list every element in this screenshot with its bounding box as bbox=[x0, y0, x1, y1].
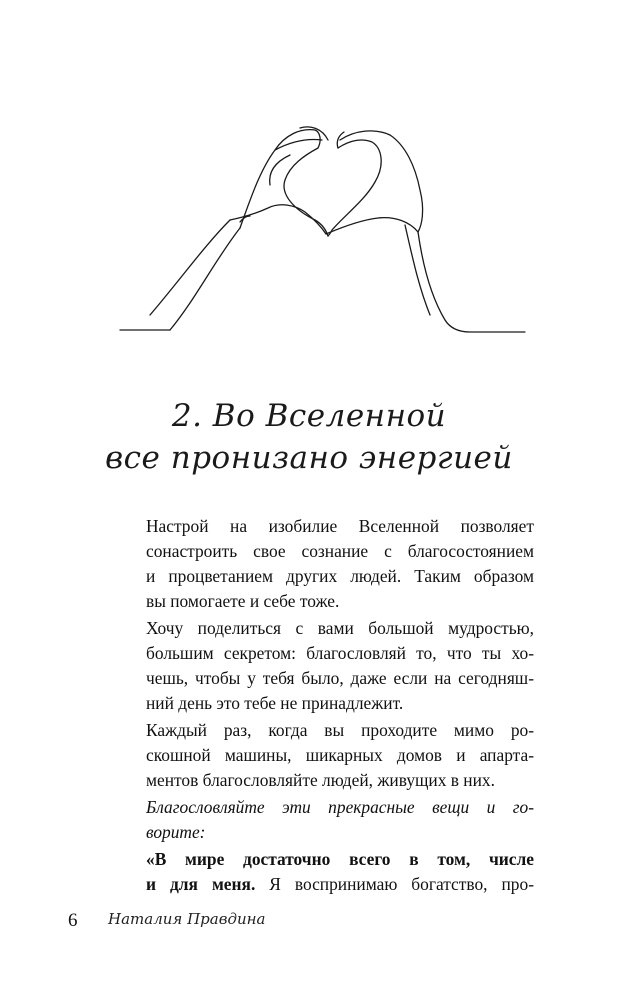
chapter-title-line-2: все пронизано энергией bbox=[105, 440, 513, 476]
text-line: вы помогаете и себе тоже. bbox=[146, 591, 340, 611]
text-line: Благословляйте эти прекрасные вещи и го- bbox=[146, 797, 534, 817]
text-line: и процветанием других людей. Таким образом bbox=[146, 566, 534, 586]
paragraph-4 bbox=[120, 795, 534, 845]
running-footer-author: Наталия Правдина bbox=[108, 910, 266, 928]
text-fragment: Я воспринимаю богатство, про- bbox=[255, 874, 534, 894]
text-line bbox=[120, 872, 534, 897]
paragraph-3 bbox=[120, 718, 534, 793]
text-line: Каждый раз, когда вы проходите мимо ро- bbox=[146, 720, 534, 740]
text-line: ворите: bbox=[146, 822, 206, 842]
body-text bbox=[120, 514, 534, 897]
bold-fragment: и для меня. bbox=[146, 874, 256, 894]
text-line: Хочу поделиться с вами большой мудростью, bbox=[146, 618, 534, 638]
heart-hands-icon bbox=[100, 110, 540, 350]
text-line: скошной машины, шикарных домов и апарта- bbox=[146, 745, 534, 765]
paragraph-5 bbox=[120, 847, 534, 897]
text-line: чешь, чтобы у тебя было, даже если на сегодняш- bbox=[146, 668, 534, 688]
text-line: Настрой на изобилие Вселенной позволяет bbox=[146, 516, 534, 536]
paragraph-1 bbox=[120, 514, 534, 614]
text-line: ментов благословляйте людей, живущих в них. bbox=[146, 770, 495, 790]
text-line: сонастроить свое сознание с благосостоянием bbox=[146, 541, 534, 561]
chapter-title-line-1: 2. Во Вселенной bbox=[171, 398, 447, 434]
text-line: ний день это тебе не принадлежит. bbox=[146, 693, 404, 713]
text-line: «В мире достаточно всего в том, числе bbox=[146, 849, 534, 869]
text-line: большим секретом: благословляй то, что ты хо- bbox=[146, 643, 534, 663]
paragraph-2 bbox=[120, 616, 534, 716]
page-number: 6 bbox=[68, 910, 78, 931]
